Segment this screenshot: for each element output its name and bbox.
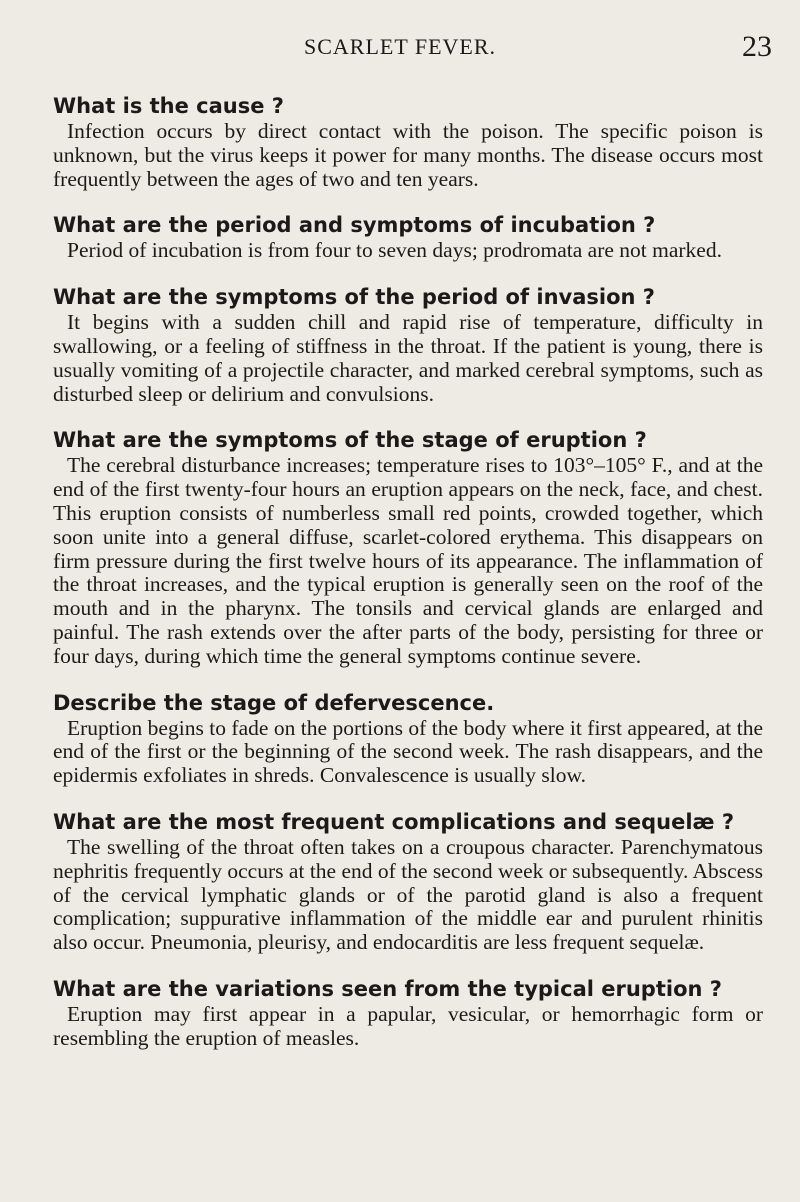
answer-paragraph: The swelling of the throat often takes on a croupous character. Parenchymatous nephritis frequently occurs at the end of the second week or subsequently. Abscess of the cervical lymphatic glands or of the parotid gland is also a frequent complication; suppurative inflammation of the middle ear and purulent rhinitis also occur. Pneumonia, pleurisy, and endocarditis are less frequent sequelæ. bbox=[53, 834, 763, 955]
page-number: 23 bbox=[742, 30, 772, 63]
page-content bbox=[53, 92, 763, 1071]
answer-paragraph: Eruption may first appear in a papular, vesicular, or hemorrhagic form or resembling the eruption of measles. bbox=[53, 1001, 763, 1050]
qa-section bbox=[53, 975, 763, 1051]
qa-section bbox=[53, 426, 763, 668]
answer-paragraph: It begins with a sudden chill and rapid rise of temperature, difficulty in swallowing, or a feeling of stiffness in the throat. If the patient is young, there is usually vomiting of a projectile character, and marked cerebral symptoms, such as disturbed sleep or delirium and convulsions. bbox=[53, 310, 763, 406]
qa-section bbox=[53, 283, 763, 406]
answer-paragraph: Period of incubation is from four to seven days; prodromata are not marked. bbox=[67, 238, 722, 263]
question-heading: What are the variations seen from the typical eruption ? bbox=[53, 976, 722, 1001]
answer-paragraph: Eruption begins to fade on the portions of the body where it first appeared, at the end of the first or the beginning of the second week. The rash disappears, and the epidermis exfoliates in shreds. Convalescence is usually slow. bbox=[53, 715, 763, 788]
qa-section bbox=[53, 211, 763, 263]
qa-section bbox=[53, 92, 763, 191]
running-title: SCARLET FEVER. bbox=[303, 34, 497, 59]
question-heading: What are the most frequent complications and sequelæ ? bbox=[53, 809, 735, 834]
question-heading: What are the symptoms of the stage of eruption ? bbox=[53, 428, 647, 453]
running-head bbox=[0, 30, 800, 70]
qa-section bbox=[53, 689, 763, 788]
qa-section bbox=[53, 808, 763, 955]
answer-paragraph: Infection occurs by direct contact with the poison. The specific poison is unknown, but the virus keeps it power for many months. The disease occurs most frequently between the ages of two and ten years. bbox=[53, 119, 763, 191]
answer-paragraph: The cerebral disturbance increases; temperature rises to 103°–105° F., and at the end of the first twenty-four hours an eruption appears on the neck, face, and chest. This eruption consists of numberless small red points, crowded together, which soon unite into a general diffuse, scarlet-colored erythema. This disappears on firm pressure during the first twelve hours of its appearance. The inflammation of the throat increases, and the typical eruption is generally seen on the roof of the mouth and in the pharynx. The tonsils and cervical glands are enlarged and painful. The rash extends over the after parts of the body, persisting for three or four days, during which time the general symptoms continue severe. bbox=[53, 453, 763, 668]
question-heading: What are the symptoms of the period of invasion ? bbox=[53, 285, 655, 310]
question-heading: Describe the stage of defervescence. bbox=[53, 690, 495, 715]
question-heading: What are the period and symptoms of incubation ? bbox=[53, 213, 656, 238]
question-heading: What is the cause ? bbox=[53, 94, 284, 118]
